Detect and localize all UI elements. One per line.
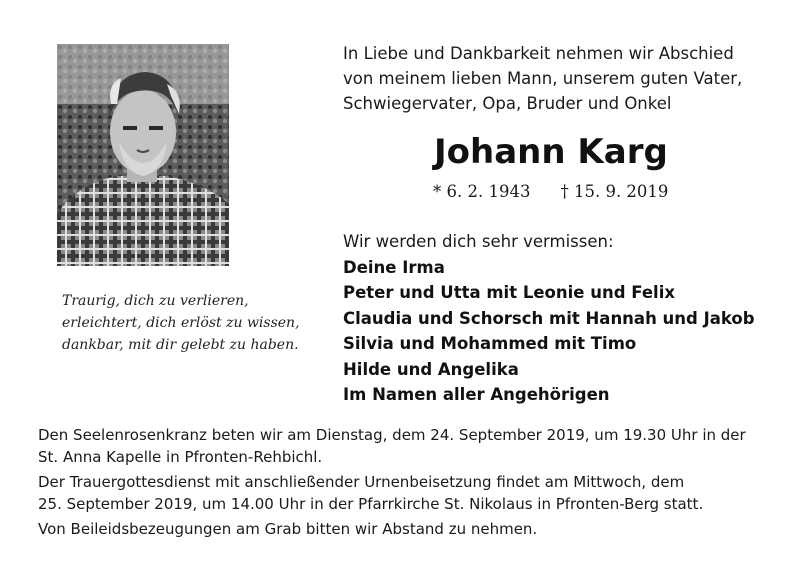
mourner-entry: Claudia und Schorsch mit Hannah und Jakob — [343, 308, 755, 328]
intro-line: von meinem lieben Mann, unserem guten Vater, — [343, 69, 743, 88]
intro-line: In Liebe und Dankbarkeit nehmen wir Abschied — [343, 44, 734, 63]
condolence-info — [38, 519, 783, 541]
service-line: 25. September 2019, um 14.00 Uhr in der Pfarrkirche St. Nikolaus in Pfronten-Berg statt. — [38, 494, 704, 513]
quote-line: erleichtert, dich erlöst zu wissen, — [62, 315, 300, 331]
quote-line: Traurig, dich zu verlieren, — [62, 293, 249, 309]
rosary-line: Den Seelenrosenkranz beten wir am Dienstag, dem 24. September 2019, um 19.30 Uhr in der — [38, 426, 746, 444]
intro-text — [343, 41, 783, 116]
quote-text — [62, 290, 312, 356]
mourner-entry: Peter und Utta mit Leonie und Felix — [343, 283, 675, 302]
mourner-entry: Silvia und Mohammed mit Timo — [343, 334, 637, 353]
mourner-entry: Hilde und Angelika — [343, 359, 519, 379]
service-line: Der Trauergottesdienst mit anschließender Urnenbeisetzung findet am Mittwoch, dem — [38, 473, 685, 491]
quote-line: dankbar, mit dir gelebt zu haben. — [62, 337, 299, 353]
rosary-info — [38, 425, 783, 468]
service-info — [38, 472, 783, 515]
birth-date: * 6. 2. 1943 — [433, 182, 531, 201]
mourner-entry: Deine Irma — [343, 257, 445, 277]
funeral-information — [38, 425, 783, 545]
mourners-list — [343, 229, 793, 408]
life-dates — [433, 180, 668, 204]
death-date: † 15. 9. 2019 — [560, 182, 669, 201]
intro-line: Schwiegervater, Opa, Bruder und Onkel — [343, 94, 672, 113]
mourner-entry: Im Namen aller Angehörigen — [343, 385, 610, 404]
portrait-photo — [57, 44, 229, 266]
rosary-line: St. Anna Kapelle in Pfronten-Rehbichl. — [38, 447, 323, 466]
deceased-name: Johann Karg — [434, 132, 668, 172]
mourners-lead: Wir werden dich sehr vermissen: — [343, 232, 614, 251]
condolence-line: Von Beileidsbezeugungen am Grab bitten wir Abstand zu nehmen. — [38, 520, 538, 538]
